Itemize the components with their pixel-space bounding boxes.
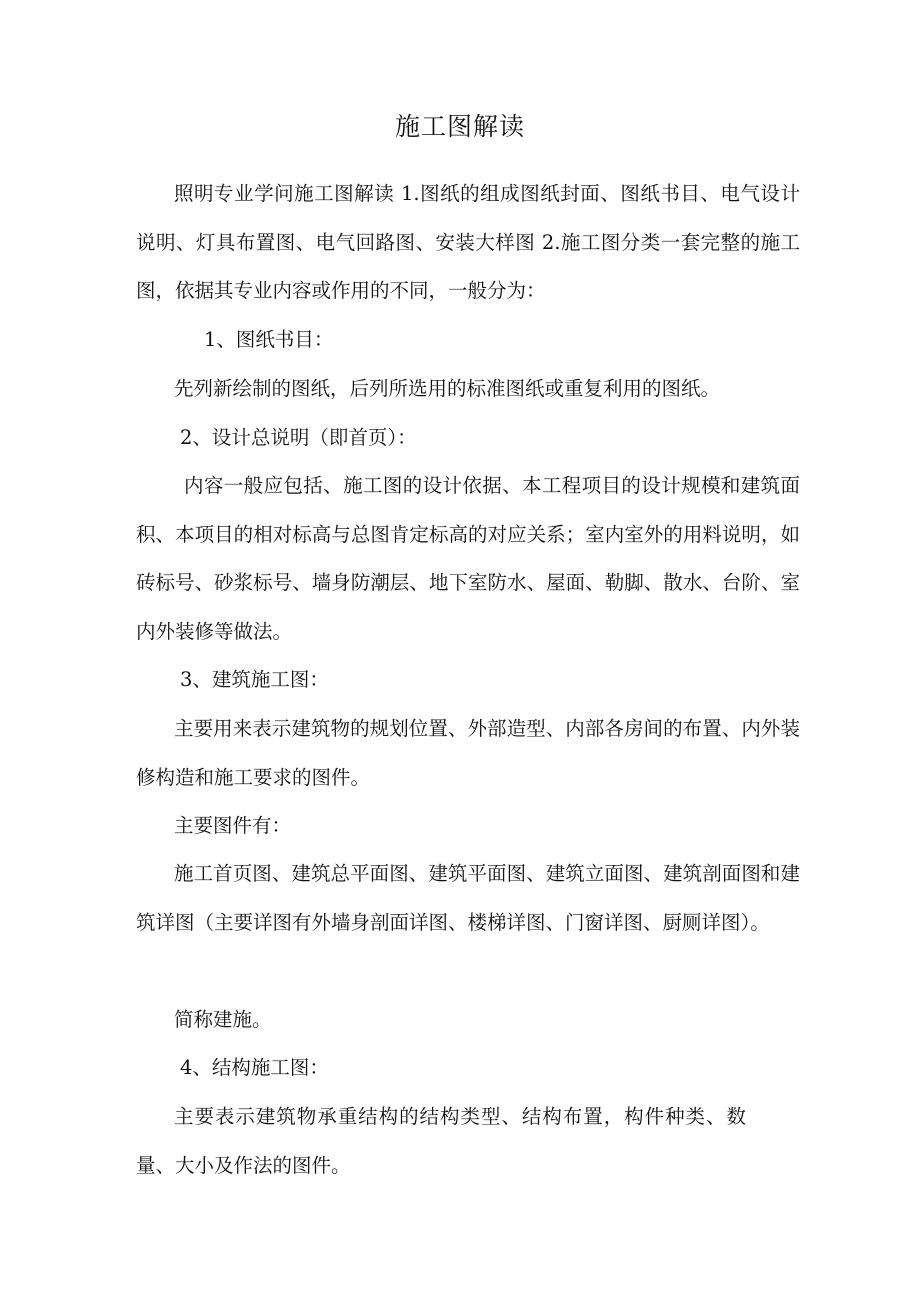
- paragraph-main-drawings-list: 施工首页图、建筑总平面图、建筑平面图、建筑立面图、建筑剖面图和建筑详图（主要详图有外墙身剖面详图、楼梯详图、门窗详图、厨厕详图）。: [136, 862, 800, 934]
- section-heading-structural: 4、结构施工图：: [180, 1056, 329, 1079]
- paragraph-intro: 照明专业学问施工图解读 1.图纸的组成图纸封面、图纸书目、电气设计说明、灯具布置图、电气回路图、安装大样图 2.施工图分类一套完整的施工图，依据其专业内容或作用的不同，一般分为：: [136, 182, 800, 302]
- section-heading-architectural: 3、建筑施工图：: [180, 668, 329, 691]
- paragraph-abbreviation: 简称建施。: [174, 1008, 272, 1031]
- paragraph-architectural: 主要用来表示建筑物的规划位置、外部造型、内部各房间的布置、内外装修构造和施工要求的图件。: [136, 717, 800, 789]
- section-heading-design-notes: 2、设计总说明（即首页）：: [180, 426, 417, 449]
- paragraph-main-drawings-label: 主要图件有：: [174, 814, 292, 837]
- paragraph-drawing-catalog: 先列新绘制的图纸，后列所选用的标准图纸或重复利用的图纸。: [174, 377, 721, 400]
- document-title: 施工图解读: [394, 112, 525, 141]
- section-heading-drawing-catalog: 1、图纸书目：: [204, 328, 334, 351]
- paragraph-design-notes: 内容一般应包括、施工图的设计依据、本工程项目的设计规模和建筑面积、本项目的相对标高与总图肯定标高的对应关系；室内室外的用料说明，如砖标号、砂浆标号、墙身防潮层、地下室防水、屋面、勒脚、散水、台阶、室内外装修等做法。: [136, 474, 800, 643]
- paragraph-structural: 主要表示建筑物承重结构的结构类型、结构布置，构件种类、数量、大小及作法的图件。: [136, 1105, 746, 1177]
